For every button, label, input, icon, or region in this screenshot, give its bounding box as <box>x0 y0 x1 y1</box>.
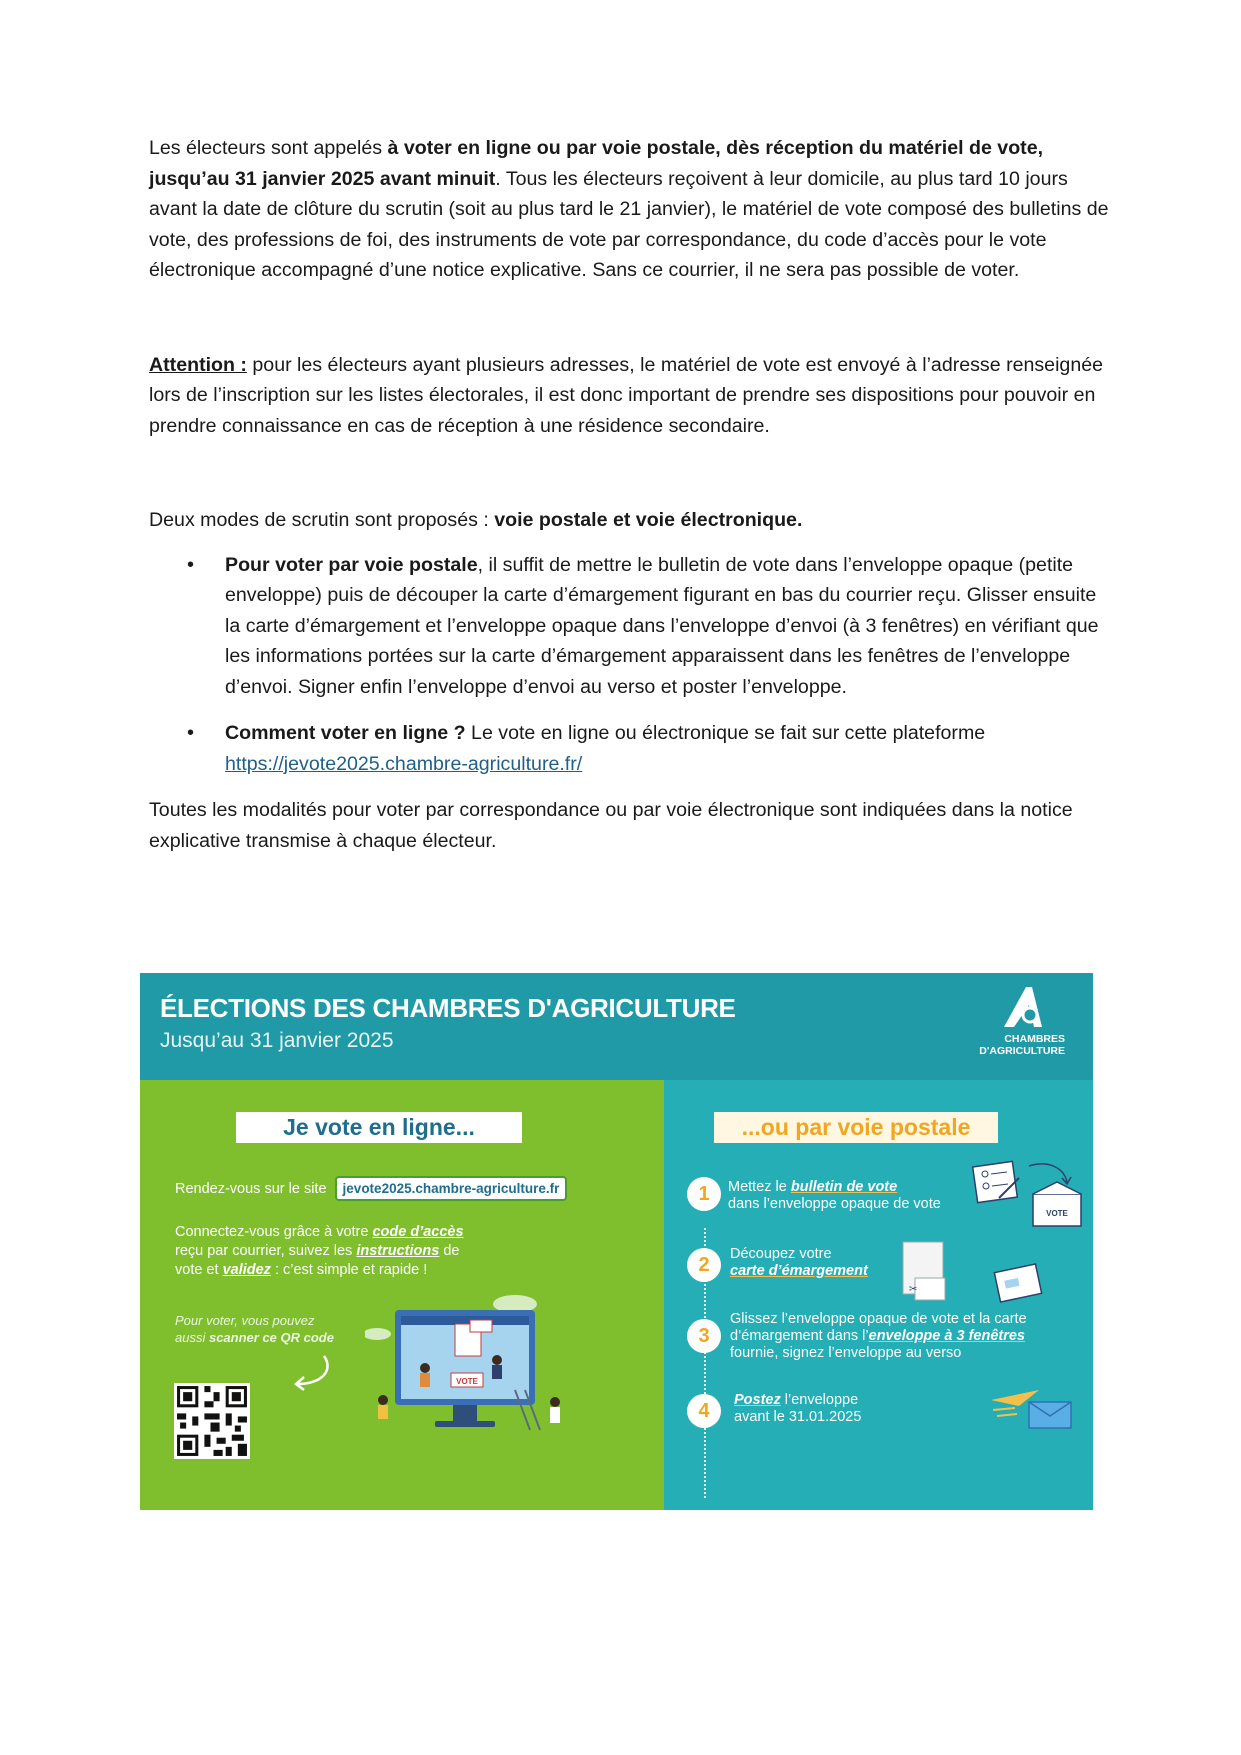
connect-text-d: vote et <box>175 1262 223 1278</box>
modes-list <box>149 550 1109 780</box>
step-4-highlight: Postez <box>734 1392 781 1408</box>
postal-heading: ...ou par voie postale <box>714 1112 998 1143</box>
connect-text-b: reçu par courrier, suivez les <box>175 1243 357 1259</box>
step-1-text <box>728 1179 968 1213</box>
online-heading: Je vote en ligne... <box>236 1112 522 1143</box>
step-3-number: 3 <box>687 1319 721 1353</box>
step-2-number: 2 <box>687 1248 721 1282</box>
qr-line-2a: aussi <box>175 1330 209 1345</box>
ballot-envelope-illustration <box>969 1158 1089 1238</box>
step-2-highlight: carte d’émargement <box>730 1263 868 1279</box>
postal-text: , il suffit de mettre le bulletin de vote dans l’enveloppe opaque (petite enveloppe) puis de découper la carte d’émargement figurant en bas du courrier reçu. Glisser ensuite la carte d’émargement et l’enveloppe opaque dans l’enveloppe d’envoi (à 3 fenêtres) en vérifiant que les informations portées sur la carte d’émargement apparaissent dans les fenêtres de l’enveloppe d’envoi. Signer enfin l’enveloppe d’envoi au verso et poster l’enveloppe. <box>225 553 1099 698</box>
attention-paragraph <box>149 350 1109 442</box>
step-1-highlight: bulletin de vote <box>790 1179 898 1195</box>
document-body <box>149 133 1109 856</box>
intro-paragraph <box>149 133 1109 286</box>
closing-paragraph: Toutes les modalités pour voter par correspondance ou par voie électronique sont indiquées dans la notice explicative transmise à chaque électeur. <box>149 799 1073 852</box>
step-4-text <box>734 1392 934 1426</box>
step-1-a: Mettez le <box>728 1179 791 1195</box>
connect-text-c: de <box>439 1243 460 1259</box>
infographic-title: ÉLECTIONS DES CHAMBRES D'AGRICULTURE <box>160 993 736 1023</box>
qr-line-1: Pour voter, vous pouvez <box>175 1313 315 1328</box>
computer-vote-illustration <box>365 1290 585 1440</box>
modes-intro <box>149 505 1109 536</box>
site-instruction <box>175 1176 567 1201</box>
modes-intro-bold: voie postale et voie électronique. <box>494 509 803 531</box>
elections-infographic <box>140 973 1093 1510</box>
connect-validez: validez <box>222 1262 271 1278</box>
step-1-b: dans l’enveloppe opaque de vote <box>728 1196 941 1212</box>
connect-instructions: instructions <box>356 1243 440 1259</box>
online-bold: Comment voter en ligne ? <box>225 722 466 744</box>
logo-line-2: D'AGRICULTURE <box>979 1045 1065 1057</box>
online-text: Le vote en ligne ou électronique se fait sur cette plateforme <box>465 722 986 744</box>
chambres-agriculture-logo <box>973 983 1073 1069</box>
qr-note <box>175 1312 334 1346</box>
step-3-b: fournie, signez l’enveloppe au verso <box>730 1345 962 1361</box>
curved-arrow-icon <box>290 1352 340 1392</box>
infographic-header <box>140 973 1093 1080</box>
attention-label: Attention : <box>149 353 247 376</box>
connect-code: code d’accès <box>372 1224 464 1240</box>
logo-line-1: CHAMBRES <box>1004 1033 1065 1045</box>
qr-line-2b: scanner ce QR code <box>208 1330 334 1345</box>
intro-text: Les électeurs sont appelés <box>149 137 388 159</box>
logo-a-icon <box>996 983 1050 1033</box>
step-3-a: Glissez l’enveloppe opaque de vote et la carte d’émargement dans l’ <box>730 1311 1027 1344</box>
connect-text-a: Connectez-vous grâce à votre <box>175 1224 373 1240</box>
intro-bold: à voter en ligne ou par voie postale, dès réception du matériel de vote, jusqu’au 31 janvier 2025 avant minuit <box>149 137 1044 190</box>
list-item-postal <box>149 550 1109 703</box>
qr-code[interactable] <box>174 1383 250 1459</box>
connect-instruction <box>175 1223 495 1280</box>
step-4-number: 4 <box>687 1394 721 1428</box>
site-text: Rendez-vous sur le site <box>175 1181 327 1197</box>
logo-text <box>973 1033 1073 1057</box>
attention-text: pour les électeurs ayant plusieurs adresses, le matériel de vote est envoyé à l’adresse renseignée lors de l’inscription sur les listes électorales, il est donc important de prendre ses dispositions pour pouvoir en prendre connaissance en cas de réception à une résidence secondaire. <box>149 353 1104 437</box>
connect-text-e: : c’est simple et rapide ! <box>270 1262 428 1278</box>
site-url-pill[interactable]: jevote2025.chambre-agriculture.fr <box>335 1176 568 1201</box>
step-3-highlight: enveloppe à 3 fenêtres <box>868 1328 1025 1344</box>
list-item-online <box>149 718 1109 779</box>
infographic-subtitle: Jusqu’au 31 janvier 2025 <box>160 1029 394 1052</box>
step-4-b: l’enveloppe <box>780 1392 859 1408</box>
paper-plane-envelope-icon <box>989 1380 1079 1430</box>
qr-code-icon <box>174 1383 250 1459</box>
step-4-c: avant le 31.01.2025 <box>734 1409 862 1425</box>
envelope-vote-label: VOTE <box>1046 1209 1068 1218</box>
vote-screen-label: VOTE <box>456 1377 478 1386</box>
modes-intro-text: Deux modes de scrutin sont proposés : <box>149 509 495 531</box>
online-vote-panel <box>140 1080 664 1510</box>
step-1-number: 1 <box>687 1177 721 1211</box>
postal-vote-panel <box>664 1080 1093 1510</box>
card-cutting-illustration <box>899 1238 1059 1318</box>
svg-text:✂: ✂ <box>909 1284 918 1295</box>
vote-platform-link[interactable]: https://jevote2025.chambre-agriculture.fr/ <box>225 752 583 775</box>
step-2-a: Découpez votre <box>730 1246 832 1262</box>
postal-bold: Pour voter par voie postale <box>225 553 478 576</box>
step-3-text <box>730 1311 1035 1362</box>
intro-text-rest: . Tous les électeurs reçoivent à leur domicile, au plus tard 10 jours avant la date de clôture du scrutin (soit au plus tard le 21 janvier), le matériel de vote composé des bulletins de vote, des professions de foi, des instruments de vote par correspondance, du code d’accès pour le vote électronique accompagné d’une notice explicative. Sans ce courrier, il ne sera pas possible de voter. <box>149 167 1109 281</box>
